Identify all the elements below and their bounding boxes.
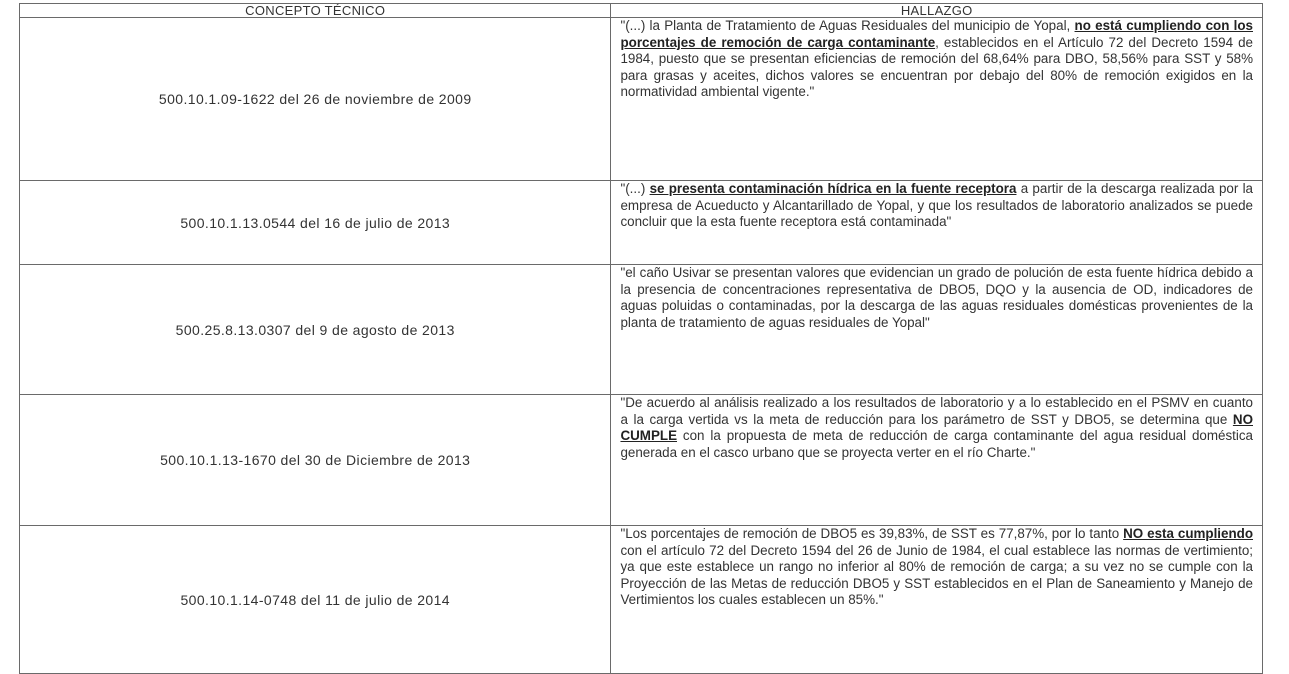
finding-emphasis: NO esta cumpliendo <box>1123 526 1254 541</box>
finding-text: con el artículo 72 del Decreto 1594 del 26 de Junio de 1984, el cual establece las normas de vertimiento; ya que este establece un rango no inferior al 80% de remoción de carga; a su vez no se cumple con la Proyección de las Metas de reducción DBO5 y SST establecidos en el Plan de Saneamiento y Manejo de Vertimientos los cuales establecen un 85%." <box>620 542 1253 608</box>
concept-cell: 500.10.1.13-1670 del 30 de Diciembre de 2013 <box>20 395 611 526</box>
header-concept: CONCEPTO TÉCNICO <box>20 4 611 18</box>
finding-emphasis: NO CUMPLE <box>620 411 1253 444</box>
concept-cell: 500.10.1.14-0748 del 11 de julio de 2014 <box>20 526 611 674</box>
table-row <box>20 265 1263 395</box>
table-row <box>20 181 1263 265</box>
table-row <box>20 395 1263 526</box>
table-row <box>20 18 1263 181</box>
finding-text: "Los porcentajes de remoción de DBO5 es 39,83%, de SST es 77,87%, por lo tanto <box>620 526 1124 541</box>
finding-text: "el caño Usivar se presentan valores que evidencian un grado de polución de esta fuente hídrica debido a la presencia de concentraciones representativa de DBO5, DQO y la ausencia de OD, indicadores de aguas poluidas o contaminadas, por la descarga de las aguas residuales domésticas provenientes de la planta de tratamiento de aguas residuales de Yopal" <box>620 265 1253 330</box>
table-row <box>20 526 1263 674</box>
finding-cell <box>611 526 1263 674</box>
finding-cell <box>611 18 1263 181</box>
table-header-row <box>20 4 1263 18</box>
concept-cell: 500.10.1.13.0544 del 16 de julio de 2013 <box>20 181 611 265</box>
finding-text: con la propuesta de meta de reducción de carga contaminante del agua residual doméstica generada en el casco urbano que se proyecta verter en el río Charte." <box>620 428 1253 460</box>
concept-cell: 500.25.8.13.0307 del 9 de agosto de 2013 <box>20 265 611 395</box>
findings-table <box>19 3 1263 674</box>
finding-cell <box>611 395 1263 526</box>
finding-cell <box>611 181 1263 265</box>
finding-text: a partir de la descarga realizada por la empresa de Acueducto y Alcantarillado de Yopal, y que los resultados de laboratorio analizados se puede concluir que la esta fuente receptora está contaminada" <box>620 181 1253 230</box>
header-finding: HALLAZGO <box>611 4 1263 18</box>
concept-cell: 500.10.1.09-1622 del 26 de noviembre de 2009 <box>20 18 611 181</box>
finding-cell <box>611 265 1263 395</box>
finding-emphasis: no está cumpliendo con los porcentajes de remoción de carga contaminante <box>620 18 1253 50</box>
finding-text: "(...) <box>620 181 650 196</box>
finding-text: , establecidos en el Artículo 72 del Decreto 1594 de 1984, puesto que se presentan eficiencias de remoción del 68,64% para DBO, 58,56% para SST y 58% para grasas y aceites, dichos valores se encuentran por debajo del 80% de remoción exigidos en la normatividad ambiental vigente." <box>620 34 1253 100</box>
finding-text: "De acuerdo al análisis realizado a los resultados de laboratorio y a lo establecido en el PSMV en cuanto a la carga vertida vs la meta de reducción para los parámetro de SST y DBO5, se determina que <box>620 395 1253 427</box>
finding-text: "(...) la Planta de Tratamiento de Aguas Residuales del municipio de Yopal, <box>620 18 1075 33</box>
finding-emphasis: se presenta contaminación hídrica en la fuente receptora <box>649 181 1017 196</box>
